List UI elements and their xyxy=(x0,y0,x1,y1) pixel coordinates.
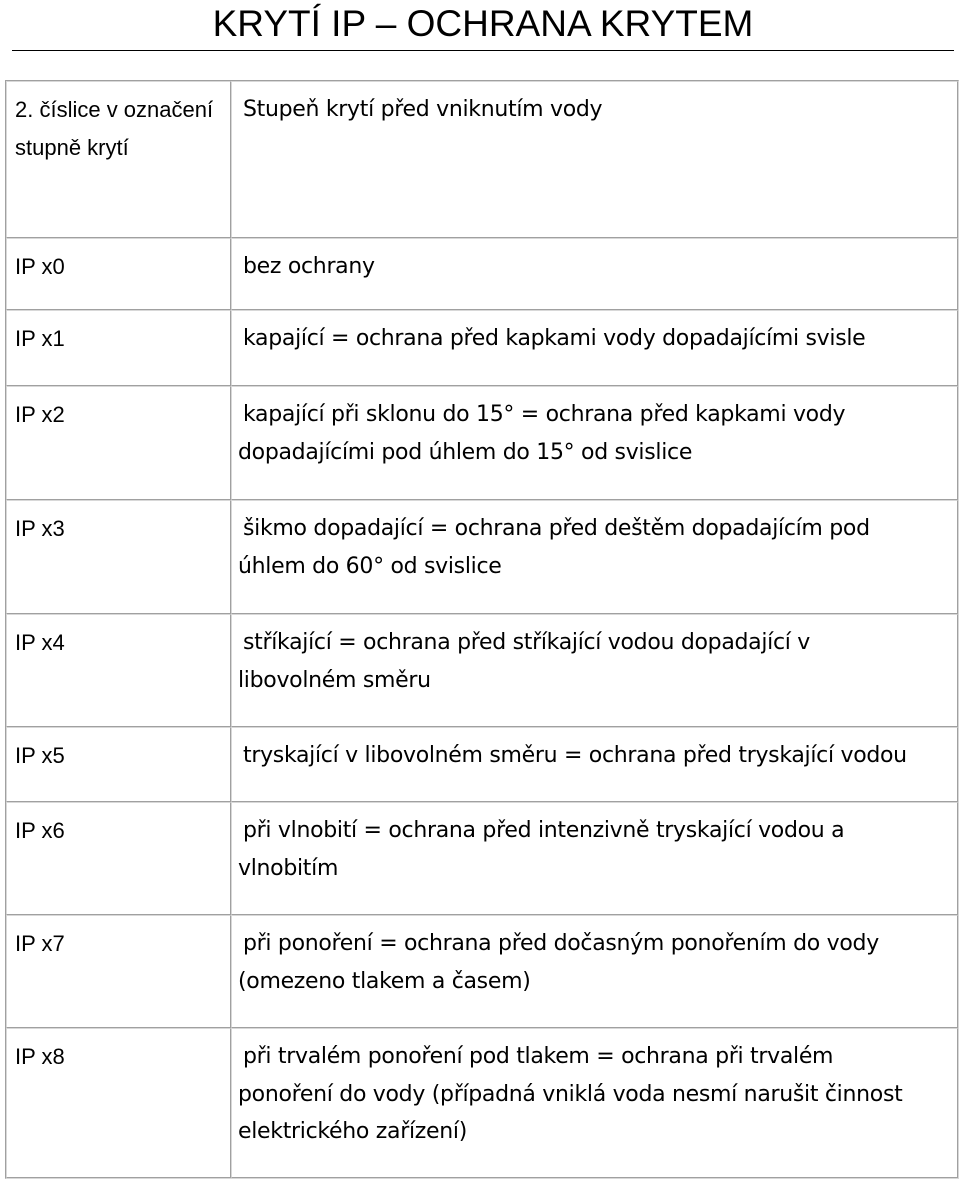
ip-code: IP x8 xyxy=(15,1044,65,1069)
ip-protection-table xyxy=(5,80,959,1179)
description-line: při trvalém ponoření pod tlakem = ochrana při trvalém xyxy=(243,1044,834,1069)
table-row xyxy=(6,238,958,310)
table-row xyxy=(6,1028,958,1178)
description-cell xyxy=(231,802,958,915)
ip-code-cell xyxy=(6,802,231,915)
ip-code-cell xyxy=(6,1028,231,1178)
description-line: vlnobitím xyxy=(238,855,339,881)
table-row xyxy=(6,386,958,500)
table-row xyxy=(6,500,958,614)
header-cell-digit xyxy=(6,81,231,238)
description-cell xyxy=(231,915,958,1028)
ip-code: IP x7 xyxy=(15,931,65,956)
description-cell xyxy=(231,238,958,310)
table-header-row xyxy=(6,81,958,238)
description-line: při vlnobití = ochrana před intenzivně tryskající vodou a xyxy=(243,818,845,843)
description-cell xyxy=(231,386,958,500)
description-cell xyxy=(231,310,958,386)
ip-code-cell xyxy=(6,310,231,386)
description-line: úhlem do 60° od svislice xyxy=(238,553,502,579)
ip-code-cell xyxy=(6,727,231,802)
ip-code: IP x6 xyxy=(15,818,65,843)
description-line: šikmo dopadající = ochrana před deštěm dopadajícím pod xyxy=(243,516,870,541)
ip-code: IP x2 xyxy=(15,402,65,427)
ip-code: IP x0 xyxy=(15,254,65,279)
table-row xyxy=(6,310,958,386)
description-line: při ponoření = ochrana před dočasným ponořením do vody xyxy=(243,931,879,956)
description-cell xyxy=(231,727,958,802)
header-cell-water xyxy=(231,81,958,238)
table-row xyxy=(6,915,958,1028)
table-row xyxy=(6,727,958,802)
ip-code: IP x5 xyxy=(15,743,65,768)
description-line: ponoření do vody (případná vniklá voda nesmí narušit činnost xyxy=(238,1081,903,1107)
table-row xyxy=(6,802,958,915)
ip-code-cell xyxy=(6,614,231,727)
ip-code: IP x1 xyxy=(15,326,65,351)
ip-code-cell xyxy=(6,386,231,500)
table-row xyxy=(6,614,958,727)
description-line: kapající při sklonu do 15° = ochrana před kapkami vody xyxy=(243,402,846,427)
ip-code: IP x3 xyxy=(15,516,65,541)
header-digit-label: 2. číslice v označení stupně krytí xyxy=(15,97,214,160)
ip-code-cell xyxy=(6,238,231,310)
description-cell xyxy=(231,1028,958,1178)
description-line: tryskající v libovolném směru = ochrana před tryskající vodou xyxy=(243,743,907,768)
page-title: KRYTÍ IP – OCHRANA KRYTEM xyxy=(212,3,754,44)
description-cell xyxy=(231,614,958,727)
description-line: dopadajícími pod úhlem do 15° od svislice xyxy=(238,439,693,465)
description-line: (omezeno tlakem a časem) xyxy=(238,968,531,994)
description-line: kapající = ochrana před kapkami vody dopadajícími svisle xyxy=(243,326,866,351)
title-divider xyxy=(12,50,954,51)
description-cell xyxy=(231,500,958,614)
description-line: elektrického zařízení) xyxy=(238,1119,467,1144)
ip-code: IP x4 xyxy=(15,630,65,655)
ip-code-cell xyxy=(6,500,231,614)
ip-code-cell xyxy=(6,915,231,1028)
header-water-label: Stupeň krytí před vniknutím vody xyxy=(243,97,603,122)
description-line: stříkající = ochrana před stříkající vodou dopadající v xyxy=(243,630,811,655)
description-line: libovolném směru xyxy=(238,667,431,693)
description-line: bez ochrany xyxy=(243,254,375,279)
